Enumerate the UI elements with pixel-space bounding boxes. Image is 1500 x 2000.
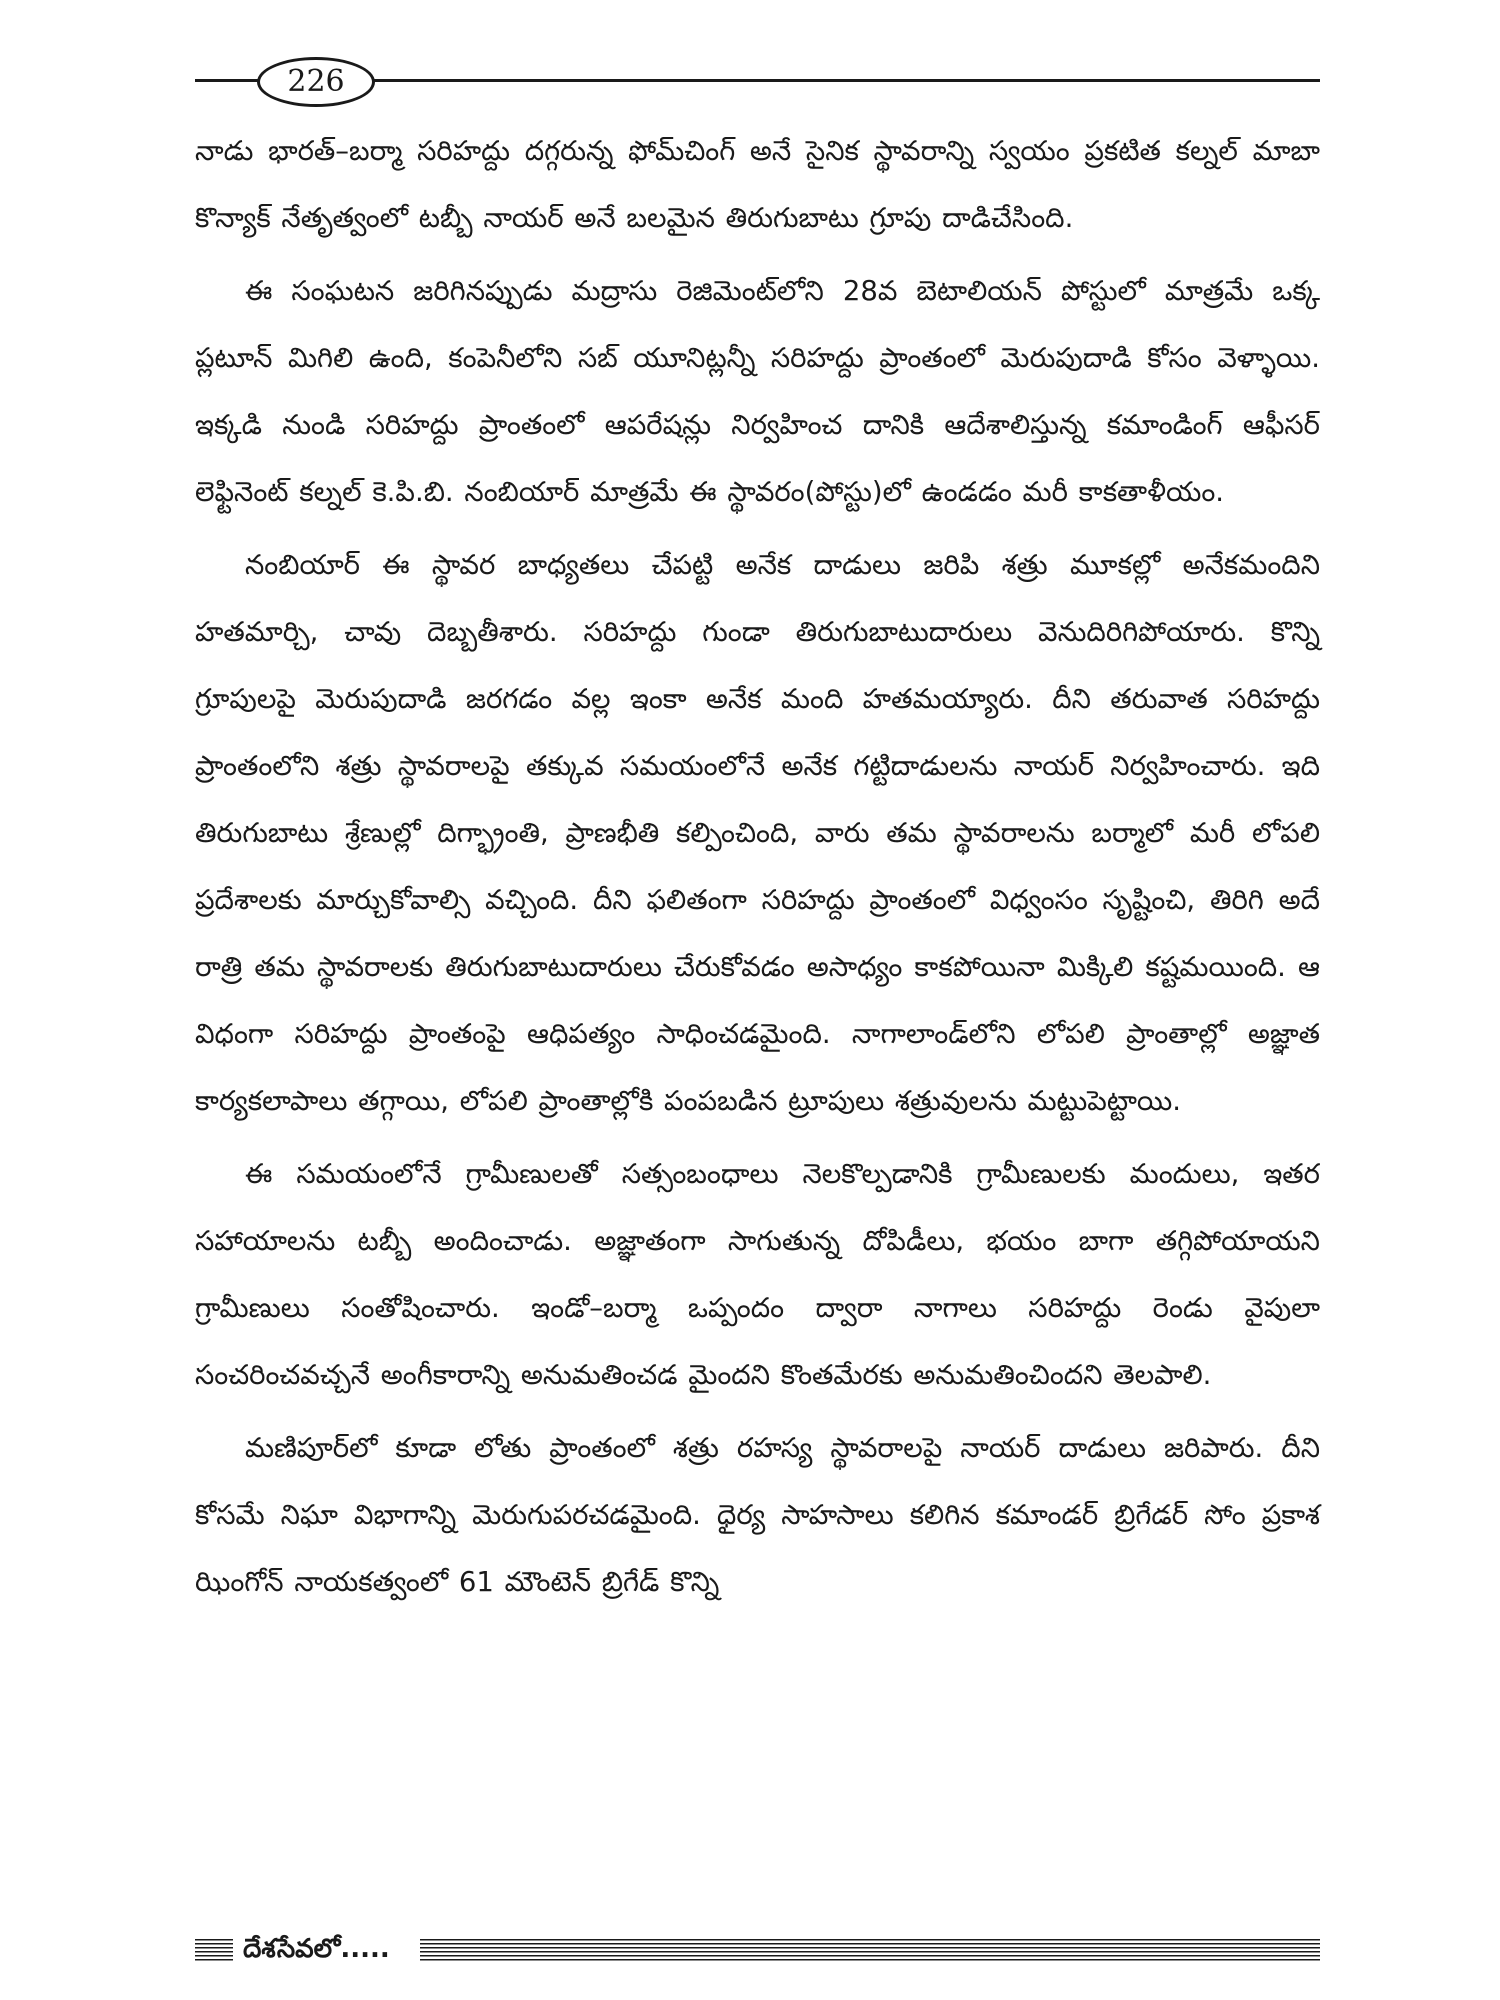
paragraph: మణిపూర్‌లో కూడా లోతు ప్రాంతంలో శత్రు రహస్య స్థావరాలపై నాయర్ దాడులు జరిపారు. దీని కోసమే నిఘా విభాగాన్ని మెరుగుపరచడమైంది. ధైర్య సాహసాలు కలిగిన కమాండర్ బ్రిగేడర్ సోం ప్రకాశ ఝింగోన్ నాయకత్వంలో 61 మౌంటెన్ బ్రిగేడ్ కొన్ని	[195, 1432, 1320, 1598]
paragraph: నంబియార్ ఈ స్థావర బాధ్యతలు చేపట్టి అనేక దాడులు జరిపి శత్రు మూకల్లో అనేకమందిని హతమార్చి, చావు దెబ్బతీశారు. సరిహద్దు గుండా తిరుగుబాటుదారులు వెనుదిరిగిపోయారు. కొన్ని గ్రూపులపై మెరుపుదాడి జరగడం వల్ల ఇంకా అనేక మంది హతమయ్యారు. దీని తరువాత సరిహద్దు ప్రాంతంలోని శత్రు స్థావరాలపై తక్కువ సమయంలోనే అనేక గట్టిదాడులను నాయర్ నిర్వహించారు. ఇది తిరుగుబాటు శ్రేణుల్లో దిగ్భ్రాంతి, ప్రాణభీతి కల్పించింది, వారు తమ స్థావరాలను బర్మాలో మరీ లోపలి ప్రదేశాలకు మార్చుకోవాల్సి వచ్చింది. దీని ఫలితంగా సరిహద్దు ప్రాంతంలో విధ్వంసం సృష్టించి, తిరిగి అదే రాత్రి తమ స్థావరాలకు తిరుగుబాటుదారులు చేరుకోవడం అసాధ్యం కాకపోయినా మిక్కిలి కష్టమయింది. ఆ విధంగా సరిహద్దు ప్రాంతంపై ఆధిపత్యం సాధించడమైంది. నాగాలాండ్‌లోని లోపలి ప్రాంతాల్లో అజ్ఞాత కార్యకలాపాలు తగ్గాయి, లోపలి ప్రాంతాల్లోకి పంపబడిన ట్రూపులు శత్రువులను మట్టుపెట్టాయి.	[195, 549, 1320, 1117]
paragraph: ఈ సంఘటన జరిగినప్పుడు మద్రాసు రెజిమెంట్‌లోని 28వ బెటాలియన్ పోస్టులో మాత్రమే ఒక్క ప్లటూన్ మిగిలి ఉంది, కంపెనీలోని సబ్ యూనిట్లన్నీ సరిహద్దు ప్రాంతంలో మెరుపుదాడి కోసం వెళ్ళాయి. ఇక్కడి నుండి సరిహద్దు ప్రాంతంలో ఆపరేషన్లు నిర్వహించ దానికి ఆదేశాలిస్తున్న కమాండింగ్ ఆఫీసర్ లెఫ్టినెంట్ కల్నల్ కె.పి.బి. నంబియార్ మాత్రమే ఈ స్థావరం(పోస్టు)లో ఉండడం మరీ కాకతాళీయం.	[195, 275, 1320, 508]
page-header	[195, 55, 1320, 107]
footer-book-title: దేశసేవలో.....	[243, 1934, 390, 1964]
paragraph: నాడు భారత్–బర్మా సరిహద్దు దగ్గరున్న ఫోమ్‌చింగ్ అనే సైనిక స్థావరాన్ని స్వయం ప్రకటిత కల్నల్ మాబా కొన్యాక్ నేతృత్వంలో టబ్బీ నాయర్ అనే బలమైన తిరుగుబాటు గ్రూపు దాడిచేసింది.	[195, 135, 1320, 234]
page-number: 226	[257, 57, 375, 107]
footer-rule-right	[420, 1939, 1320, 1963]
page-footer	[195, 1936, 1320, 1966]
page-body	[195, 118, 1320, 1622]
paragraph: ఈ సమయంలోనే గ్రామీణులతో సత్సంబంధాలు నెలకొల్పడానికి గ్రామీణులకు మందులు, ఇతర సహాయాలను టబ్బీ అందించాడు. అజ్ఞాతంగా సాగుతున్న దోపిడీలు, భయం బాగా తగ్గిపోయాయని గ్రామీణులు సంతోషించారు. ఇండో–బర్మా ఒప్పందం ద్వారా నాగాలు సరిహద్దు రెండు వైపులా సంచరించవచ్చనే అంగీకారాన్ని అనుమతించడ మైందని కొంతమేరకు అనుమతించిందని తెలపాలి.	[195, 1158, 1320, 1391]
footer-rule-left	[195, 1939, 233, 1963]
